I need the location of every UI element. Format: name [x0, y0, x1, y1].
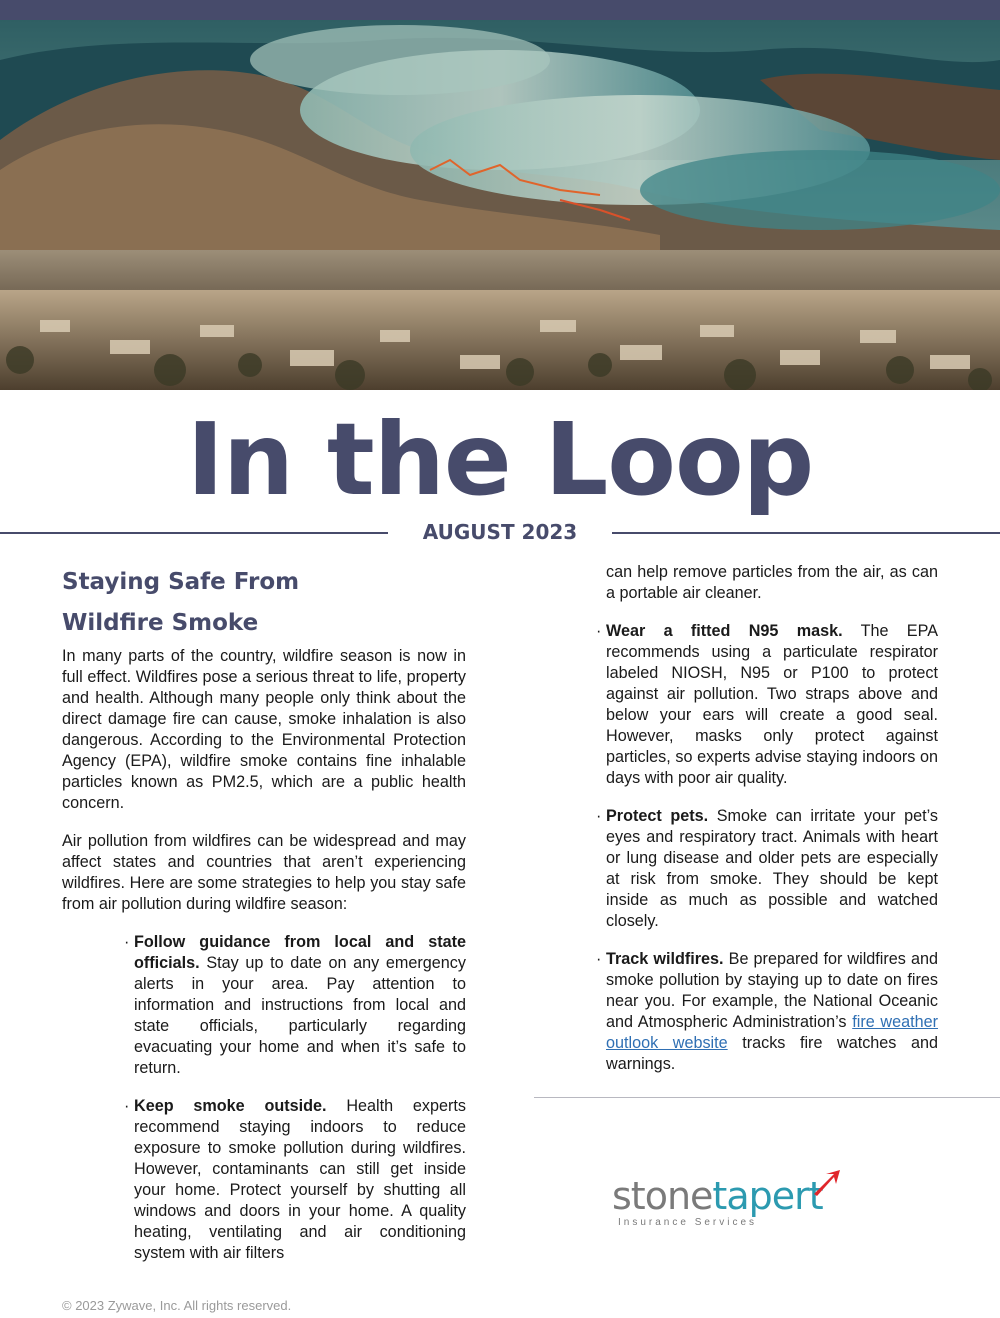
- bullet-heading: Follow guidance from local and state officials.: [134, 933, 466, 972]
- list-item: [124, 1096, 466, 1264]
- article-title: [62, 562, 466, 644]
- bullet-text: The EPA recommends using a particulate respirator labeled NIOSH, N95 or P100 to protect against air pollution. Two straps above and below your ears will create a good seal. However, masks only protect against particles, so experts advise staying indoors on days with poor air quality.: [606, 622, 938, 787]
- logo-stone-text: stone: [612, 1174, 713, 1218]
- logo-subtitle: Insurance Services: [618, 1217, 758, 1228]
- date-divider-right: [612, 532, 1000, 534]
- bullet-dot-icon: ·: [124, 1097, 130, 1115]
- red-arrow-icon: [812, 1168, 842, 1198]
- strategies-paragraph: Air pollution from wildfires can be widespread and may affect states and countries that aren’t experiencing wildfires. Here are some strategies to help you stay safe from air pollution during wildfire season:: [62, 832, 466, 913]
- article-title-line-2: Wildfire Smoke: [62, 610, 259, 636]
- bullet-text: Stay up to date on any emergency alerts in your area. Pay attention to information and instructions from local and state officials, particularly regarding evacuating your home and when it’s safe to return.: [134, 954, 466, 1077]
- copyright-notice: © 2023 Zywave, Inc. All rights reserved.: [62, 1298, 292, 1313]
- article-title-line-1: Staying Safe From: [62, 569, 300, 595]
- left-column: [62, 562, 466, 1281]
- date-divider-left: [0, 532, 388, 534]
- wildfire-hills-photo-icon: [0, 20, 1000, 390]
- list-item: [124, 932, 466, 1079]
- bullet-heading: Keep smoke outside.: [134, 1097, 327, 1115]
- issue-date: AUGUST 2023: [422, 520, 578, 544]
- strategy-list-right: [596, 621, 938, 1075]
- stonetapert-logo: [612, 1168, 842, 1232]
- bullet-text: Health experts recommend staying indoors to reduce exposure to smoke pollution during wildfires. However, contaminants can still get inside your home. Protect yourself by shutting all windows and doors in your home. A quality heating, ventilating and air conditioning system with air filters: [134, 1097, 466, 1262]
- intro-paragraph: In many parts of the country, wildfire season is now in full effect. Wildfires pose a serious threat to life, property and health. Although many people only think about the direct damage fire can cause, smoke inhalation is also dangerous. According to the Environmental Protection Agency (EPA), wildfire smoke contains fine inhalable particles known as PM2.5, which are a public health concern.: [62, 647, 466, 812]
- bullet-text-after-link: tracks fire watches and warnings.: [606, 1034, 938, 1073]
- masthead-title: In the Loop: [186, 401, 814, 518]
- list-item: [596, 806, 938, 932]
- logo-wordmark: [612, 1174, 823, 1218]
- right-column: [596, 562, 938, 1092]
- bullet-dot-icon: ·: [124, 933, 130, 951]
- bullet-heading: Protect pets.: [606, 807, 709, 825]
- fire-weather-outlook-link[interactable]: fire weather outlook website: [606, 1013, 939, 1052]
- bullet-dot-icon: ·: [596, 622, 602, 640]
- list-item: [596, 621, 938, 789]
- bullet-text: Smoke can irritate your pet’s eyes and respiratory tract. Animals with heart or lung disease and older pets are especially at risk from smoke. They should be kept inside as much as possible and watched closely.: [606, 807, 938, 930]
- bullet-text: Be prepared for wildfires and smoke pollution by staying up to date on fires near you. For example, the National Oceanic and Atmospheric Administration’s: [606, 950, 938, 1031]
- strategy-list-left: [62, 932, 466, 1264]
- bullet-heading: Track wildfires.: [606, 950, 724, 968]
- bullet-continuation: can help remove particles from the air, as can a portable air cleaner.: [606, 563, 938, 602]
- top-color-bar: [0, 0, 1000, 20]
- column-end-divider: [534, 1097, 1000, 1098]
- bullet-heading: Wear a fitted N95 mask.: [606, 622, 843, 640]
- bullet-dot-icon: ·: [596, 950, 602, 968]
- logo-tapert-text: tapert: [712, 1174, 823, 1218]
- list-item: [596, 949, 938, 1075]
- bullet-dot-icon: ·: [596, 807, 602, 825]
- hero-wildfire-photo: [0, 20, 1000, 390]
